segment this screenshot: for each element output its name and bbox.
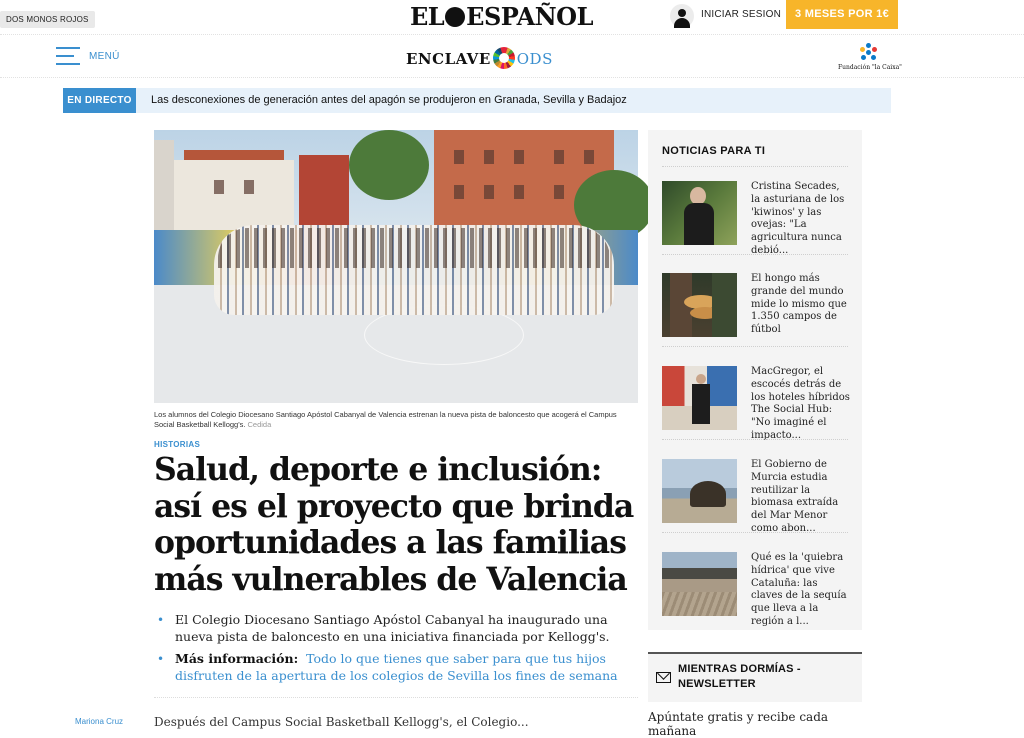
mail-icon bbox=[656, 672, 671, 683]
ods-wheel-icon bbox=[493, 47, 515, 69]
news-title[interactable]: Cristina Secades, la asturiana de los 'kiwinos' y las ovejas: "La agricultura nunca debió... bbox=[751, 181, 845, 256]
news-thumbnail[interactable] bbox=[662, 459, 737, 523]
login-link[interactable]: INICIAR SESION bbox=[701, 9, 782, 20]
section-name-right: ODS bbox=[516, 50, 553, 68]
lion-icon bbox=[445, 7, 465, 27]
news-thumbnail[interactable] bbox=[662, 552, 737, 616]
live-badge: EN DIRECTO bbox=[63, 88, 136, 113]
section-logo[interactable] bbox=[406, 47, 553, 69]
news-thumbnail[interactable] bbox=[662, 366, 737, 430]
more-info-bullet bbox=[154, 651, 638, 684]
news-thumbnail[interactable] bbox=[662, 181, 737, 245]
photo-credit: Cedida bbox=[247, 420, 272, 429]
article-headline[interactable]: Salud, deporte e inclusión: así es el proyecto que brinda oportunidades a las familias más vulnerables de Valencia bbox=[154, 451, 634, 598]
photo-caption bbox=[154, 410, 638, 430]
news-card[interactable] bbox=[662, 538, 848, 627]
news-card[interactable] bbox=[662, 352, 850, 441]
logo-text-right: ESPAÑOL bbox=[466, 2, 593, 31]
newsletter-subtitle: Apúntate gratis y recibe cada mañana bbox=[648, 710, 829, 738]
star-icon bbox=[856, 43, 882, 63]
user-icon[interactable] bbox=[670, 4, 694, 28]
news-title[interactable]: El hongo más grande del mundo mide lo mismo que 1.350 campos de fútbol bbox=[751, 273, 847, 336]
sponsor-logo[interactable] bbox=[838, 43, 900, 73]
hamburger-icon[interactable] bbox=[56, 47, 80, 65]
recommended-sidebar bbox=[648, 130, 862, 630]
news-title[interactable]: El Gobierno de Murcia estudia reutilizar la biomasa extraída del Mar Menor como abon... bbox=[751, 459, 839, 534]
section-bar bbox=[0, 34, 1024, 78]
more-info-label: Más información: bbox=[175, 651, 299, 666]
site-logo[interactable] bbox=[410, 2, 593, 31]
live-headline[interactable]: Las desconexiones de generación antes del apagón se produjeron en Granada, Sevilla y Badajoz bbox=[151, 94, 627, 106]
news-card[interactable] bbox=[662, 259, 848, 337]
caption-text: Los alumnos del Colegio Diocesano Santiago Apóstol Cabanyal de Valencia estrenan la nueva pista de baloncesto que acogerá el Campus Social Basketball Kellogg's. bbox=[154, 410, 617, 429]
article-body: Después del Campus Social Basketball Kellogg's, el Colegio... bbox=[154, 715, 529, 729]
live-bar[interactable] bbox=[63, 88, 891, 113]
top-bar bbox=[0, 0, 1024, 33]
sponsor-name: Fundación "la Caixa" bbox=[838, 64, 902, 71]
news-thumbnail[interactable] bbox=[662, 273, 737, 337]
divider bbox=[154, 697, 638, 698]
summary-bullet: • El Colegio Diocesano Santiago Apóstol Cabanyal ha inaugurado una nueva pista de baloncesto en una iniciativa financiada por Kellogg's. bbox=[154, 612, 638, 645]
sidebar-title: NOTICIAS PARA TI bbox=[662, 145, 766, 157]
section-name-left: ENCLAVE bbox=[406, 50, 491, 68]
newsletter-title[interactable]: MIENTRAS DORMÍAS - NEWSLETTER bbox=[678, 663, 801, 690]
main-photo[interactable] bbox=[154, 130, 638, 403]
more-info-link[interactable]: Todo lo que tienes que saber para que tus hijos disfruten de la apertura de los colegios de Sevilla los fines de semana bbox=[175, 651, 618, 683]
news-title[interactable]: Qué es la 'quiebra hídrica' que vive Cataluña: las claves de la sequía que lleva a la región a l... bbox=[751, 552, 847, 627]
newsletter-box[interactable] bbox=[648, 652, 862, 702]
topic-chip[interactable]: DOS MONOS ROJOS bbox=[0, 11, 95, 28]
logo-text-left: EL bbox=[410, 2, 445, 31]
news-card[interactable] bbox=[662, 167, 848, 256]
news-title[interactable]: MacGregor, el escocés detrás de los hoteles híbridos The Social Hub: "No imaginé el impacto... bbox=[751, 366, 850, 441]
article-kicker[interactable]: HISTORIAS bbox=[154, 440, 201, 449]
news-card[interactable] bbox=[662, 445, 848, 534]
article-summary bbox=[154, 612, 638, 690]
author-name[interactable]: Mariona Cruz bbox=[75, 717, 124, 726]
menu-button[interactable]: MENÚ bbox=[89, 51, 120, 62]
subscribe-button[interactable]: 3 MESES POR 1€ bbox=[786, 0, 898, 29]
